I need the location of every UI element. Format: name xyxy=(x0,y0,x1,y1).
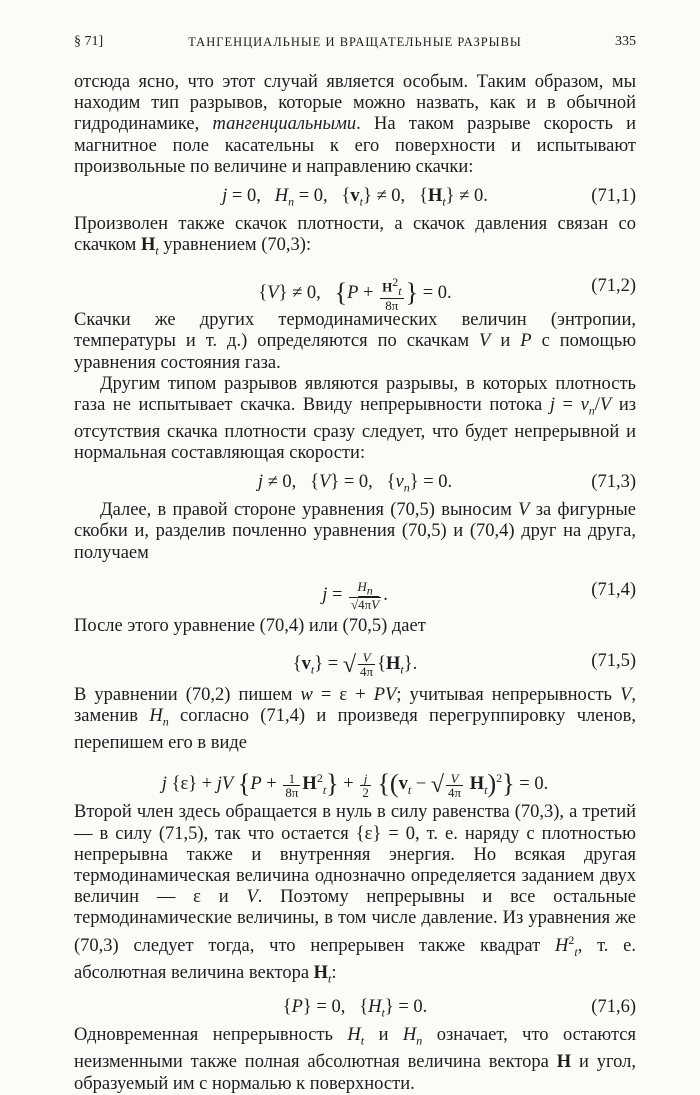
paragraph-9: Одновременная непрерывность $H_t$ и $H_n$ означает, что остаются неизменными также полная абсолютная величина вектора H и угол, образуемый им с нормалью к поверхности. xyxy=(74,1025,637,1094)
paragraph-3: Скачки же других термодинамических величин (энтропии, температуры и т. д.) определяются по скачкам V и P с помощью уравнения состояния газа. xyxy=(74,310,637,373)
equation-label: (71,3) xyxy=(591,472,636,493)
equation-71-6: {P} = 0, $\{H_t\} = 0$. (71,6) xyxy=(282,997,636,1021)
paragraph-6: После этого уравнение (70,4) или (70,5) дает xyxy=(74,615,426,636)
equation-label: (71,1) xyxy=(591,186,636,207)
paragraph-2: Произволен также скачок плотности, а скачок давления связан со скачком $H_t$ уравнением (70,3): xyxy=(74,214,636,258)
chapter-title: ТАНГЕНЦИАЛЬНЫЕ И ВРАЩАТЕЛЬНЫЕ РАЗРЫВЫ xyxy=(188,35,522,49)
equation-71-1: j = 0, $H_n = 0$, $\{v_t\} \ne 0$, $\{H_t\} \ne 0$. (71,1) xyxy=(222,186,636,209)
equation-energy: j {ε} + jV {P + $\frac{1}{8\pi}$ $H^2_t$} + $\frac{j}{2}$ {($v_t$ − √ $\frac{V}{4\pi}$ $H_t)^2\} = 0$. xyxy=(161,769,549,800)
paragraph-5: Далее, в правой стороне уравнения (70,5) выносим V за фигурные скобки и, разделив почленно уравнения (70,5) и (70,4) друг на друга, получаем xyxy=(74,500,637,563)
equation-label: (71,2) xyxy=(591,276,636,297)
section-ref: § 71] xyxy=(74,34,104,49)
equation-label: (71,4) xyxy=(591,579,636,600)
equation-71-3: j ≠ 0, {V} = 0, $\{v_n\} = 0$. (71,3) xyxy=(257,472,636,495)
paragraph-7: В уравнении (70,2) пишем w = ε + PV; учитывая непрерывность V, заменив $H_n$ согласно (71,4) и произведя перегруппировку членов, перепишем его в виде xyxy=(74,685,636,754)
paragraph-8: Второй член здесь обращается в нуль в силу равенства (70,3), а третий — в силу (71,5), так что остается {ε} = 0, т. е. наряду с плотностью непрерывна также и внутренняя энергия. Но всякая другая термодинамическая величина однозначно определяется заданием двух величин — ε и V. Поэтому непрерывны и все остальные термодинамические величины, в том числе давление. Из уравнения же (70,3) следует тогда, что непрерывен также квадрат $H^2_t$, т. е. абсолютная величина вектора $H_t$: xyxy=(74,802,637,986)
equation-label: (71,6) xyxy=(591,997,636,1018)
equation-label: (71,5) xyxy=(591,651,636,672)
equation-71-5: $\{v_t\}$ = √ $\frac{V}{4\pi}$ $\{H_t\}$. (71,5) xyxy=(292,650,636,680)
page-body xyxy=(74,72,636,1095)
paragraph-1: отсюда ясно, что этот случай является особым. Таким образом, мы находим тип разрывов, которые можно назвать, как и в обычной гидродинамике, тангенциальными. На таком разрыве скорость и магнитное поле касательны к его поверхности и испытывают произвольные по величине и направлению скачки: xyxy=(74,72,637,177)
equation-71-4: j = $\frac{H_n}{√4\pi V}$ . (71,4) xyxy=(322,578,636,613)
paragraph-4: Другим типом разрывов являются разрывы, в которых плотность газа не испытывает скачка. Ввиду непрерывности потока $j = v_n/V$ из отсутствия скачка плотности сразу следует, что будет непрерывной и нормальная составляющая скорости: xyxy=(74,373,637,464)
equation-71-2: {V} ≠ 0, {P + $\frac{H^2_t}{8\pi}$ } = 0. (71,2) xyxy=(258,275,636,314)
running-header xyxy=(74,34,636,54)
page-number: 335 xyxy=(615,34,636,49)
